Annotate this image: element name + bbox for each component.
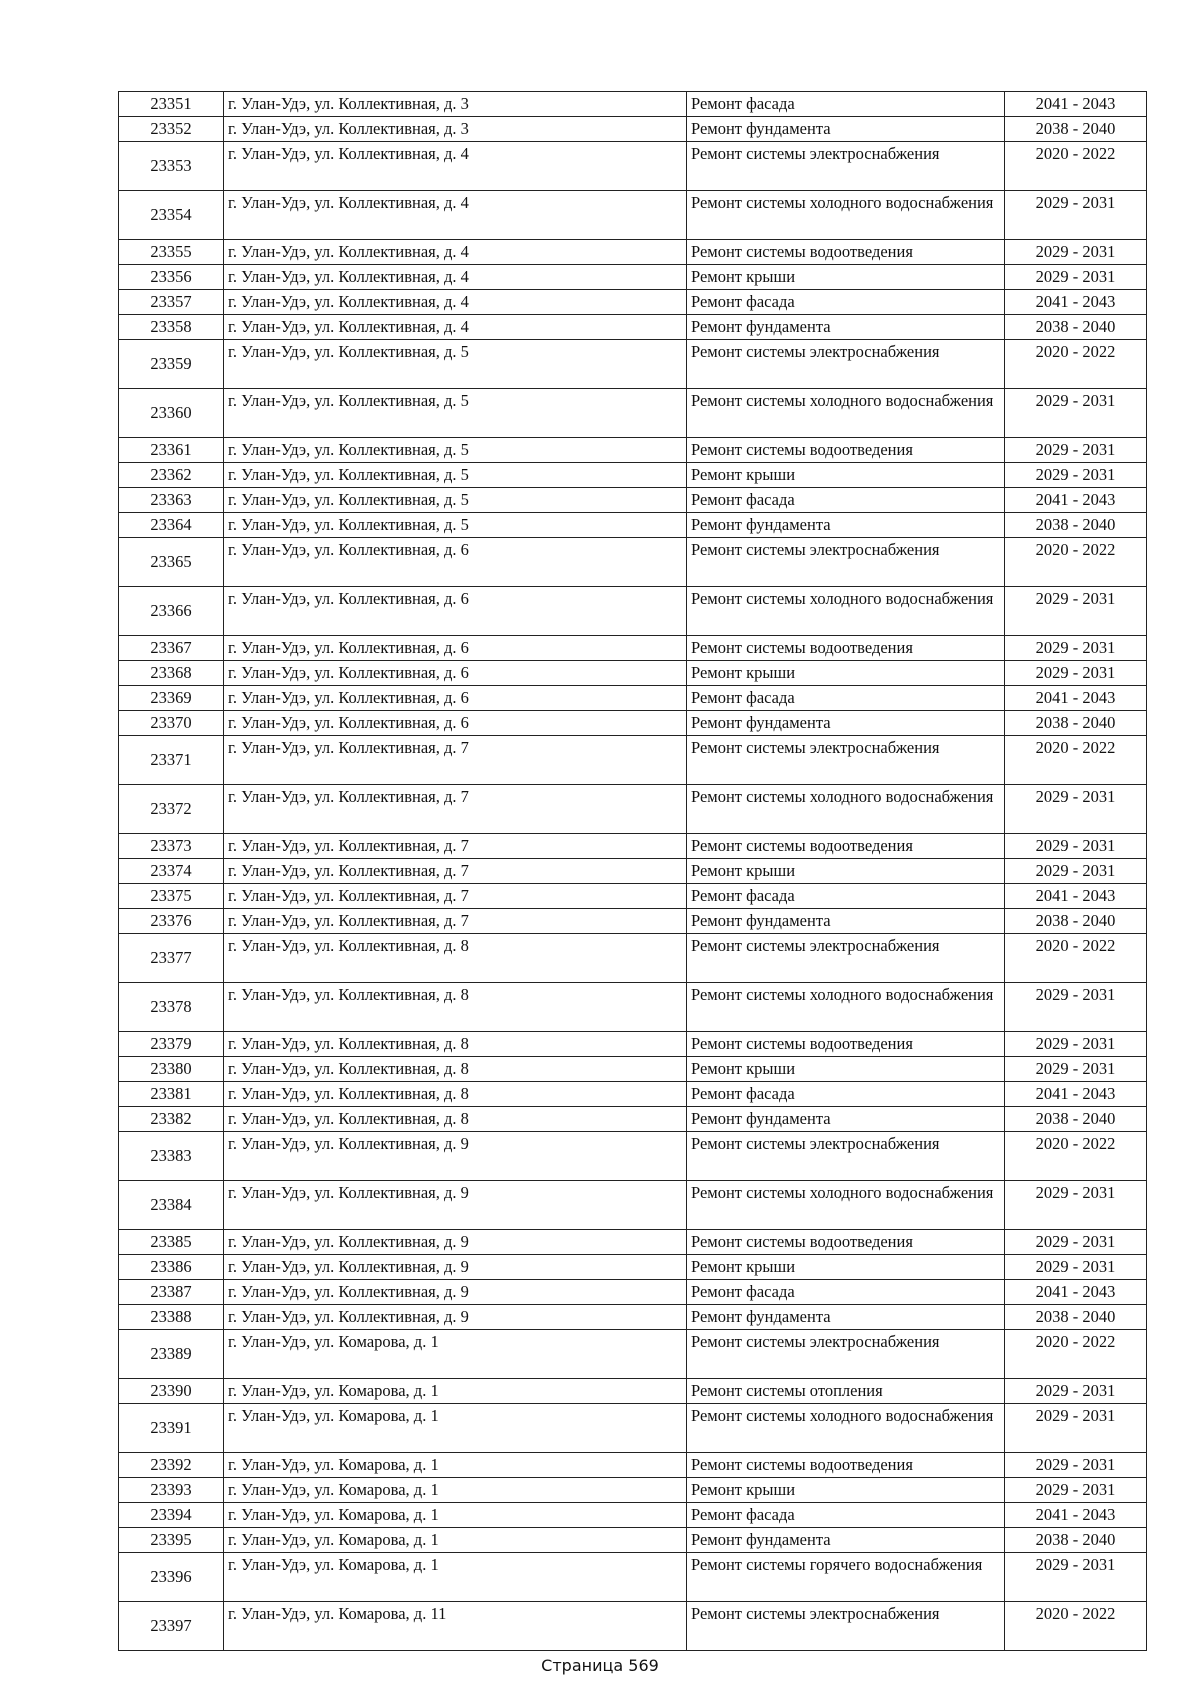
row-number-cell: 23353 — [119, 142, 224, 191]
period-cell: 2020 - 2022 — [1005, 1330, 1147, 1379]
table-row — [119, 1181, 1147, 1230]
address-cell: г. Улан-Удэ, ул. Комарова, д. 1 — [224, 1553, 687, 1602]
address-cell: г. Улан-Удэ, ул. Комарова, д. 1 — [224, 1330, 687, 1379]
work-type-cell: Ремонт системы водоотведения — [687, 1230, 1005, 1255]
address-cell: г. Улан-Удэ, ул. Коллективная, д. 9 — [224, 1230, 687, 1255]
table-row — [119, 686, 1147, 711]
table-row — [119, 909, 1147, 934]
work-type-cell: Ремонт системы электроснабжения — [687, 934, 1005, 983]
table-row — [119, 1107, 1147, 1132]
address-cell: г. Улан-Удэ, ул. Коллективная, д. 9 — [224, 1280, 687, 1305]
period-cell: 2041 - 2043 — [1005, 92, 1147, 117]
table-row — [119, 1404, 1147, 1453]
period-cell: 2029 - 2031 — [1005, 1032, 1147, 1057]
address-cell: г. Улан-Удэ, ул. Коллективная, д. 5 — [224, 389, 687, 438]
address-cell: г. Улан-Удэ, ул. Комарова, д. 1 — [224, 1379, 687, 1404]
row-number-cell: 23351 — [119, 92, 224, 117]
address-cell: г. Улан-Удэ, ул. Комарова, д. 1 — [224, 1404, 687, 1453]
period-cell: 2020 - 2022 — [1005, 1132, 1147, 1181]
table-row — [119, 1553, 1147, 1602]
period-cell: 2020 - 2022 — [1005, 340, 1147, 389]
row-number-cell: 23396 — [119, 1553, 224, 1602]
period-cell: 2038 - 2040 — [1005, 909, 1147, 934]
row-number-cell: 23397 — [119, 1602, 224, 1651]
page-number: Страница 569 — [541, 1656, 659, 1675]
period-cell: 2041 - 2043 — [1005, 1082, 1147, 1107]
period-cell: 2038 - 2040 — [1005, 1305, 1147, 1330]
row-number-cell: 23367 — [119, 636, 224, 661]
table-row — [119, 1057, 1147, 1082]
table-row — [119, 463, 1147, 488]
table-row — [119, 1503, 1147, 1528]
address-cell: г. Улан-Удэ, ул. Комарова, д. 1 — [224, 1478, 687, 1503]
row-number-cell: 23356 — [119, 265, 224, 290]
table-row — [119, 538, 1147, 587]
period-cell: 2038 - 2040 — [1005, 315, 1147, 340]
work-type-cell: Ремонт системы электроснабжения — [687, 142, 1005, 191]
row-number-cell: 23376 — [119, 909, 224, 934]
period-cell: 2029 - 2031 — [1005, 191, 1147, 240]
table-row — [119, 636, 1147, 661]
row-number-cell: 23363 — [119, 488, 224, 513]
address-cell: г. Улан-Удэ, ул. Коллективная, д. 4 — [224, 191, 687, 240]
work-type-cell: Ремонт системы электроснабжения — [687, 1330, 1005, 1379]
work-type-cell: Ремонт системы электроснабжения — [687, 736, 1005, 785]
work-type-cell: Ремонт фасада — [687, 1280, 1005, 1305]
table-row — [119, 859, 1147, 884]
address-cell: г. Улан-Удэ, ул. Комарова, д. 1 — [224, 1503, 687, 1528]
work-type-cell: Ремонт системы отопления — [687, 1379, 1005, 1404]
address-cell: г. Улан-Удэ, ул. Коллективная, д. 4 — [224, 240, 687, 265]
period-cell: 2041 - 2043 — [1005, 686, 1147, 711]
address-cell: г. Улан-Удэ, ул. Коллективная, д. 8 — [224, 1082, 687, 1107]
row-number-cell: 23352 — [119, 117, 224, 142]
address-cell: г. Улан-Удэ, ул. Коллективная, д. 8 — [224, 1057, 687, 1082]
period-cell: 2041 - 2043 — [1005, 488, 1147, 513]
row-number-cell: 23369 — [119, 686, 224, 711]
work-type-cell: Ремонт крыши — [687, 1255, 1005, 1280]
row-number-cell: 23375 — [119, 884, 224, 909]
row-number-cell: 23381 — [119, 1082, 224, 1107]
work-type-cell: Ремонт системы горячего водоснабжения — [687, 1553, 1005, 1602]
table-row — [119, 1453, 1147, 1478]
address-cell: г. Улан-Удэ, ул. Коллективная, д. 7 — [224, 785, 687, 834]
work-type-cell: Ремонт системы электроснабжения — [687, 340, 1005, 389]
work-type-cell: Ремонт фасада — [687, 1503, 1005, 1528]
work-type-cell: Ремонт крыши — [687, 661, 1005, 686]
work-type-cell: Ремонт фасада — [687, 488, 1005, 513]
period-cell: 2029 - 2031 — [1005, 1057, 1147, 1082]
period-cell: 2038 - 2040 — [1005, 1528, 1147, 1553]
period-cell: 2020 - 2022 — [1005, 736, 1147, 785]
address-cell: г. Улан-Удэ, ул. Коллективная, д. 5 — [224, 513, 687, 538]
address-cell: г. Улан-Удэ, ул. Комарова, д. 1 — [224, 1528, 687, 1553]
period-cell: 2029 - 2031 — [1005, 859, 1147, 884]
table-row — [119, 117, 1147, 142]
row-number-cell: 23366 — [119, 587, 224, 636]
period-cell: 2041 - 2043 — [1005, 290, 1147, 315]
work-type-cell: Ремонт системы водоотведения — [687, 438, 1005, 463]
work-type-cell: Ремонт фасада — [687, 686, 1005, 711]
period-cell: 2029 - 2031 — [1005, 1453, 1147, 1478]
address-cell: г. Улан-Удэ, ул. Коллективная, д. 6 — [224, 711, 687, 736]
address-cell: г. Улан-Удэ, ул. Коллективная, д. 4 — [224, 290, 687, 315]
row-number-cell: 23384 — [119, 1181, 224, 1230]
row-number-cell: 23358 — [119, 315, 224, 340]
row-number-cell: 23370 — [119, 711, 224, 736]
row-number-cell: 23372 — [119, 785, 224, 834]
work-type-cell: Ремонт системы водоотведения — [687, 1453, 1005, 1478]
period-cell: 2029 - 2031 — [1005, 834, 1147, 859]
period-cell: 2029 - 2031 — [1005, 463, 1147, 488]
address-cell: г. Улан-Удэ, ул. Коллективная, д. 9 — [224, 1305, 687, 1330]
table-row — [119, 1379, 1147, 1404]
period-cell: 2020 - 2022 — [1005, 142, 1147, 191]
table-row — [119, 834, 1147, 859]
row-number-cell: 23386 — [119, 1255, 224, 1280]
address-cell: г. Улан-Удэ, ул. Коллективная, д. 7 — [224, 909, 687, 934]
work-type-cell: Ремонт системы водоотведения — [687, 834, 1005, 859]
row-number-cell: 23354 — [119, 191, 224, 240]
address-cell: г. Улан-Удэ, ул. Коллективная, д. 9 — [224, 1255, 687, 1280]
work-type-cell: Ремонт фундамента — [687, 315, 1005, 340]
period-cell: 2029 - 2031 — [1005, 983, 1147, 1032]
table-row — [119, 1280, 1147, 1305]
address-cell: г. Улан-Удэ, ул. Коллективная, д. 5 — [224, 340, 687, 389]
period-cell: 2041 - 2043 — [1005, 1503, 1147, 1528]
table-row — [119, 1305, 1147, 1330]
table-row — [119, 142, 1147, 191]
work-type-cell: Ремонт фасада — [687, 1082, 1005, 1107]
work-type-cell: Ремонт системы холодного водоснабжения — [687, 983, 1005, 1032]
period-cell: 2029 - 2031 — [1005, 661, 1147, 686]
table-row — [119, 290, 1147, 315]
row-number-cell: 23357 — [119, 290, 224, 315]
address-cell: г. Улан-Удэ, ул. Коллективная, д. 5 — [224, 463, 687, 488]
row-number-cell: 23393 — [119, 1478, 224, 1503]
period-cell: 2020 - 2022 — [1005, 934, 1147, 983]
table-row — [119, 983, 1147, 1032]
table-row — [119, 389, 1147, 438]
table-row — [119, 240, 1147, 265]
address-cell: г. Улан-Удэ, ул. Коллективная, д. 6 — [224, 587, 687, 636]
address-cell: г. Улан-Удэ, ул. Коллективная, д. 7 — [224, 834, 687, 859]
period-cell: 2038 - 2040 — [1005, 513, 1147, 538]
row-number-cell: 23395 — [119, 1528, 224, 1553]
period-cell: 2029 - 2031 — [1005, 1379, 1147, 1404]
row-number-cell: 23371 — [119, 736, 224, 785]
work-type-cell: Ремонт фундамента — [687, 711, 1005, 736]
work-type-cell: Ремонт системы холодного водоснабжения — [687, 587, 1005, 636]
table-row — [119, 340, 1147, 389]
work-type-cell: Ремонт фасада — [687, 290, 1005, 315]
work-type-cell: Ремонт системы холодного водоснабжения — [687, 389, 1005, 438]
period-cell: 2029 - 2031 — [1005, 1230, 1147, 1255]
address-cell: г. Улан-Удэ, ул. Коллективная, д. 8 — [224, 934, 687, 983]
row-number-cell: 23382 — [119, 1107, 224, 1132]
address-cell: г. Улан-Удэ, ул. Коллективная, д. 6 — [224, 686, 687, 711]
row-number-cell: 23389 — [119, 1330, 224, 1379]
table-row — [119, 661, 1147, 686]
row-number-cell: 23379 — [119, 1032, 224, 1057]
period-cell: 2041 - 2043 — [1005, 884, 1147, 909]
work-type-cell: Ремонт системы электроснабжения — [687, 1602, 1005, 1651]
work-type-cell: Ремонт системы электроснабжения — [687, 1132, 1005, 1181]
address-cell: г. Улан-Удэ, ул. Комарова, д. 1 — [224, 1453, 687, 1478]
address-cell: г. Улан-Удэ, ул. Коллективная, д. 7 — [224, 736, 687, 785]
table-row — [119, 1528, 1147, 1553]
row-number-cell: 23383 — [119, 1132, 224, 1181]
work-type-cell: Ремонт фундамента — [687, 1107, 1005, 1132]
work-type-cell: Ремонт крыши — [687, 265, 1005, 290]
address-cell: г. Улан-Удэ, ул. Коллективная, д. 4 — [224, 315, 687, 340]
work-type-cell: Ремонт системы холодного водоснабжения — [687, 1404, 1005, 1453]
work-type-cell: Ремонт системы холодного водоснабжения — [687, 191, 1005, 240]
row-number-cell: 23365 — [119, 538, 224, 587]
row-number-cell: 23394 — [119, 1503, 224, 1528]
row-number-cell: 23360 — [119, 389, 224, 438]
table-row — [119, 1478, 1147, 1503]
address-cell: г. Улан-Удэ, ул. Коллективная, д. 5 — [224, 488, 687, 513]
table-row — [119, 785, 1147, 834]
address-cell: г. Улан-Удэ, ул. Коллективная, д. 5 — [224, 438, 687, 463]
table-row — [119, 711, 1147, 736]
row-number-cell: 23364 — [119, 513, 224, 538]
work-type-cell: Ремонт фундамента — [687, 513, 1005, 538]
table-row — [119, 1230, 1147, 1255]
row-number-cell: 23373 — [119, 834, 224, 859]
address-cell: г. Улан-Удэ, ул. Комарова, д. 11 — [224, 1602, 687, 1651]
address-cell: г. Улан-Удэ, ул. Коллективная, д. 4 — [224, 265, 687, 290]
work-type-cell: Ремонт системы водоотведения — [687, 636, 1005, 661]
row-number-cell: 23387 — [119, 1280, 224, 1305]
period-cell: 2038 - 2040 — [1005, 1107, 1147, 1132]
row-number-cell: 23361 — [119, 438, 224, 463]
work-type-cell: Ремонт фундамента — [687, 1528, 1005, 1553]
row-number-cell: 23355 — [119, 240, 224, 265]
table-row — [119, 92, 1147, 117]
row-number-cell: 23374 — [119, 859, 224, 884]
table-row — [119, 1602, 1147, 1651]
table-row — [119, 1082, 1147, 1107]
work-type-cell: Ремонт системы водоотведения — [687, 1032, 1005, 1057]
period-cell: 2029 - 2031 — [1005, 1255, 1147, 1280]
row-number-cell: 23388 — [119, 1305, 224, 1330]
address-cell: г. Улан-Удэ, ул. Коллективная, д. 6 — [224, 538, 687, 587]
period-cell: 2041 - 2043 — [1005, 1280, 1147, 1305]
period-cell: 2020 - 2022 — [1005, 538, 1147, 587]
period-cell: 2029 - 2031 — [1005, 587, 1147, 636]
work-type-cell: Ремонт фундамента — [687, 117, 1005, 142]
row-number-cell: 23377 — [119, 934, 224, 983]
table-row — [119, 191, 1147, 240]
work-type-cell: Ремонт крыши — [687, 1057, 1005, 1082]
row-number-cell: 23390 — [119, 1379, 224, 1404]
address-cell: г. Улан-Удэ, ул. Коллективная, д. 8 — [224, 983, 687, 1032]
table-row — [119, 488, 1147, 513]
table-body — [119, 92, 1147, 1651]
address-cell: г. Улан-Удэ, ул. Коллективная, д. 7 — [224, 884, 687, 909]
row-number-cell: 23380 — [119, 1057, 224, 1082]
period-cell: 2029 - 2031 — [1005, 265, 1147, 290]
work-type-cell: Ремонт системы холодного водоснабжения — [687, 1181, 1005, 1230]
table-row — [119, 315, 1147, 340]
period-cell: 2029 - 2031 — [1005, 240, 1147, 265]
address-cell: г. Улан-Удэ, ул. Коллективная, д. 8 — [224, 1032, 687, 1057]
address-cell: г. Улан-Удэ, ул. Коллективная, д. 9 — [224, 1132, 687, 1181]
work-type-cell: Ремонт крыши — [687, 859, 1005, 884]
work-type-cell: Ремонт системы электроснабжения — [687, 538, 1005, 587]
address-cell: г. Улан-Удэ, ул. Коллективная, д. 9 — [224, 1181, 687, 1230]
table-row — [119, 1330, 1147, 1379]
period-cell: 2038 - 2040 — [1005, 711, 1147, 736]
row-number-cell: 23392 — [119, 1453, 224, 1478]
address-cell: г. Улан-Удэ, ул. Коллективная, д. 3 — [224, 92, 687, 117]
table-row — [119, 736, 1147, 785]
address-cell: г. Улан-Удэ, ул. Коллективная, д. 6 — [224, 661, 687, 686]
address-cell: г. Улан-Удэ, ул. Коллективная, д. 4 — [224, 142, 687, 191]
table-row — [119, 438, 1147, 463]
address-cell: г. Улан-Удэ, ул. Коллективная, д. 6 — [224, 636, 687, 661]
table-row — [119, 1255, 1147, 1280]
period-cell: 2029 - 2031 — [1005, 1478, 1147, 1503]
table-row — [119, 587, 1147, 636]
period-cell: 2029 - 2031 — [1005, 1181, 1147, 1230]
row-number-cell: 23359 — [119, 340, 224, 389]
work-type-cell: Ремонт фундамента — [687, 1305, 1005, 1330]
period-cell: 2029 - 2031 — [1005, 389, 1147, 438]
period-cell: 2020 - 2022 — [1005, 1602, 1147, 1651]
period-cell: 2029 - 2031 — [1005, 785, 1147, 834]
work-type-cell: Ремонт системы холодного водоснабжения — [687, 785, 1005, 834]
work-type-cell: Ремонт фасада — [687, 884, 1005, 909]
table-row — [119, 513, 1147, 538]
table-row — [119, 934, 1147, 983]
row-number-cell: 23368 — [119, 661, 224, 686]
address-cell: г. Улан-Удэ, ул. Коллективная, д. 3 — [224, 117, 687, 142]
table-row — [119, 1032, 1147, 1057]
table-row — [119, 1132, 1147, 1181]
work-type-cell: Ремонт фундамента — [687, 909, 1005, 934]
period-cell: 2029 - 2031 — [1005, 438, 1147, 463]
work-type-cell: Ремонт фасада — [687, 92, 1005, 117]
address-cell: г. Улан-Удэ, ул. Коллективная, д. 7 — [224, 859, 687, 884]
row-number-cell: 23391 — [119, 1404, 224, 1453]
work-type-cell: Ремонт крыши — [687, 1478, 1005, 1503]
work-type-cell: Ремонт системы водоотведения — [687, 240, 1005, 265]
repair-schedule-table — [118, 91, 1147, 1651]
table-row — [119, 265, 1147, 290]
table-row — [119, 884, 1147, 909]
row-number-cell: 23385 — [119, 1230, 224, 1255]
address-cell: г. Улан-Удэ, ул. Коллективная, д. 8 — [224, 1107, 687, 1132]
work-type-cell: Ремонт крыши — [687, 463, 1005, 488]
row-number-cell: 23378 — [119, 983, 224, 1032]
row-number-cell: 23362 — [119, 463, 224, 488]
period-cell: 2029 - 2031 — [1005, 1404, 1147, 1453]
period-cell: 2029 - 2031 — [1005, 1553, 1147, 1602]
period-cell: 2029 - 2031 — [1005, 636, 1147, 661]
period-cell: 2038 - 2040 — [1005, 117, 1147, 142]
